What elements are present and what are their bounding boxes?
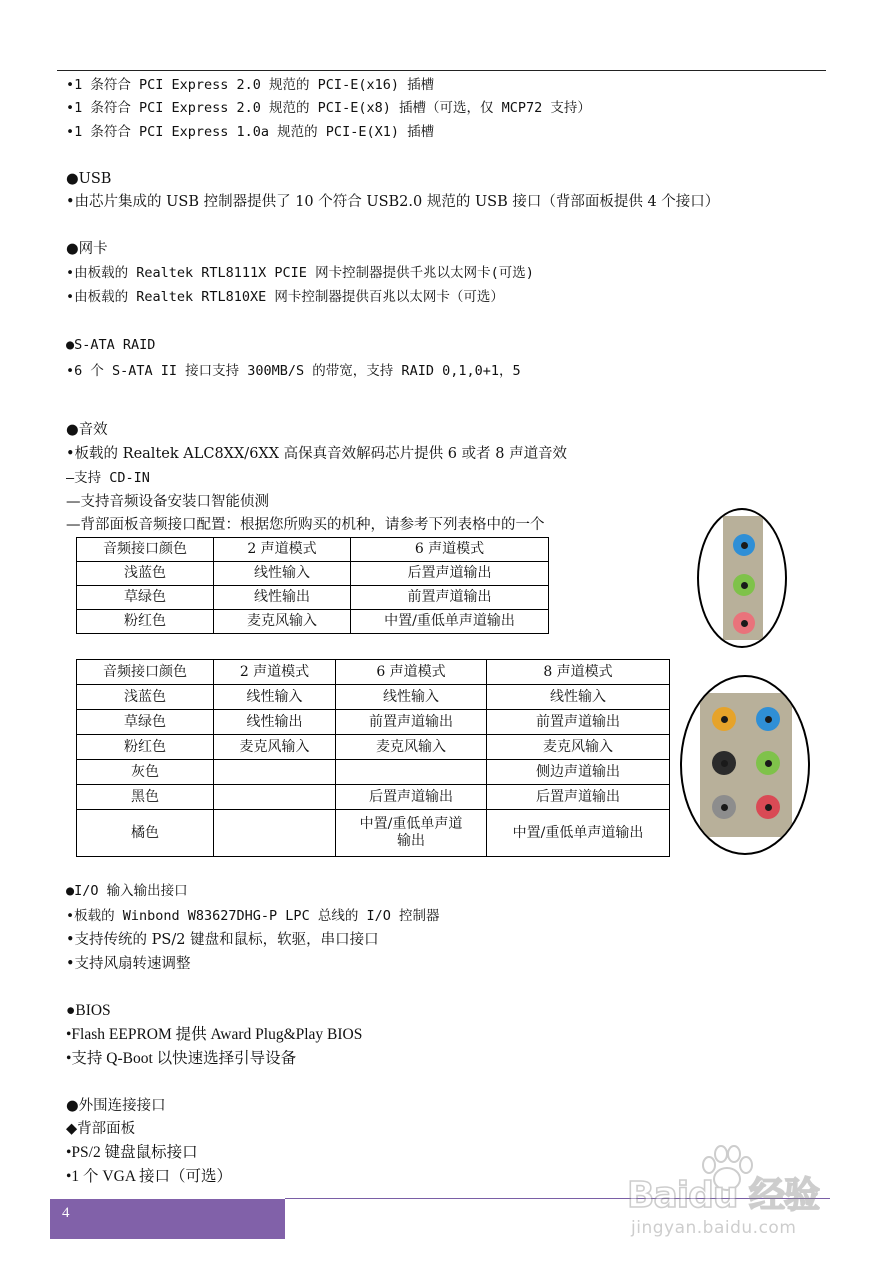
table-cell: 后置声道输出 [351,562,549,586]
table-row [77,785,670,810]
header-rule [57,70,826,71]
jack-blue [733,534,755,556]
lan-heading: ●网卡 [66,241,108,257]
sata-heading: ●S-ATA RAID [66,337,156,353]
table-cell: 草绿色 [77,586,214,610]
audio-line-1: •板载的 Realtek ALC8XX/6XX 高保真音效解码芯片提供 6 或者 8 声道音效 [66,446,568,462]
table-cell: 粉红色 [77,735,214,760]
table-cell: 线性输出 [214,710,336,735]
io-line-3: •支持风扇转速调整 [66,956,191,972]
bios-line-1: •Flash EEPROM 提供 Award Plug&Play BIOS [66,1026,363,1043]
table-cell: 中置/重低单声道 输出 [336,810,487,857]
jack-panel [700,693,792,837]
jack-blue [756,707,780,731]
table-cell: 灰色 [77,760,214,785]
table-cell [214,760,336,785]
table-header: 6 声道模式 [351,538,549,562]
pci-line-1: •1 条符合 PCI Express 2.0 规范的 PCI-E(x16) 插槽 [66,77,435,93]
table-cell: 麦克风输入 [214,735,336,760]
ext-line-2: •1 个 VGA 接口（可选） [66,1168,233,1185]
table-row [77,710,670,735]
usb-heading: ●USB [66,171,112,187]
table-cell: 麦克风输入 [487,735,670,760]
jack-red [756,795,780,819]
audio-table-8ch [76,659,670,857]
table-cell: 麦克风输入 [336,735,487,760]
jack-green [756,751,780,775]
lan-line-2: •由板载的 Realtek RTL810XE 网卡控制器提供百兆以太网卡（可选） [66,289,504,305]
audio-line-2: —支持 CD-IN [66,470,150,486]
table-cell: 粉红色 [77,610,214,634]
table-cell: 线性输入 [214,562,351,586]
page-number-box [50,1199,285,1239]
jack-black [712,751,736,775]
table-header: 2 声道模式 [214,660,336,685]
table-cell: 黑色 [77,785,214,810]
table-row [77,810,670,857]
watermark-site: jingyan.baidu.com [631,1218,797,1238]
table-cell: 麦克风输入 [214,610,351,634]
audio-line-4: —背部面板音频接口配置：根据您所购买的机种，请参考下列表格中的一个 [66,517,545,533]
table-cell: 草绿色 [77,710,214,735]
audio-line-3: —支持音频设备安装口智能侦测 [66,494,269,510]
ext-line-1: •PS/2 键盘鼠标接口 [66,1144,198,1161]
table-header: 8 声道模式 [487,660,670,685]
table-row [77,586,549,610]
pci-line-3: •1 条符合 PCI Express 1.0a 规范的 PCI-E(X1) 插槽 [66,124,435,140]
jack-panel [723,516,763,640]
table-cell: 后置声道输出 [487,785,670,810]
audio-table-6ch [76,537,549,634]
pci-line-2: •1 条符合 PCI Express 2.0 规范的 PCI-E(x8) 插槽（可选，仅 MCP72 支持） [66,100,591,116]
baidu-watermark [625,1145,840,1250]
table-cell: 线性输入 [487,685,670,710]
table-cell [336,760,487,785]
sata-line-1: •6 个 S-ATA II 接口支持 300MB/S 的带宽，支持 RAID 0,1,0+1，5 [66,363,521,379]
table-cell: 线性输出 [214,586,351,610]
table-cell: 浅蓝色 [77,562,214,586]
jack-green [733,574,755,596]
table-row [77,562,549,586]
table-header: 6 声道模式 [336,660,487,685]
table-cell: 橘色 [77,810,214,857]
table-cell [214,810,336,857]
table-cell: 前置声道输出 [487,710,670,735]
jack-pink [733,612,755,634]
io-heading: ●I/O 输入输出接口 [66,883,188,899]
audio-heading: ●音效 [66,422,108,438]
ext-subheading: ◆背部面板 [66,1121,136,1137]
ext-heading: ●外围连接接口 [66,1098,166,1114]
bios-line-2: •支持 Q-Boot 以快速选择引导设备 [66,1050,297,1067]
usb-line-1: •由芯片集成的 USB 控制器提供了 10 个符合 USB2.0 规范的 USB 接口（背部面板提供 4 个接口） [66,194,720,210]
table-cell: 前置声道输出 [336,710,487,735]
table-row [77,610,549,634]
table-cell [214,785,336,810]
table-header: 2 声道模式 [214,538,351,562]
jack-gray [712,795,736,819]
table-cell: 后置声道输出 [336,785,487,810]
table-row [77,760,670,785]
lan-line-1: •由板载的 Realtek RTL8111X PCIE 网卡控制器提供千兆以太网卡(可选) [66,265,534,281]
table-cell: 中置/重低单声道输出 [351,610,549,634]
table-header: 音频接口颜色 [77,660,214,685]
bios-heading: ●BIOS [66,1002,111,1019]
audio-panel-3jack-photo [697,508,787,648]
page-number: 4 [62,1205,70,1221]
audio-panel-6jack-photo [680,675,810,855]
table-cell: 前置声道输出 [351,586,549,610]
table-cell: 线性输入 [336,685,487,710]
io-line-1: •板载的 Winbond W83627DHG-P LPC 总线的 I/O 控制器 [66,908,440,924]
table-header: 音频接口颜色 [77,538,214,562]
table-cell: 浅蓝色 [77,685,214,710]
jack-orange [712,707,736,731]
table-cell: 侧边声道输出 [487,760,670,785]
table-cell: 线性输入 [214,685,336,710]
watermark-logo: Baidu 经验 [627,1175,820,1216]
io-line-2: •支持传统的 PS/2 键盘和鼠标，软驱，串口接口 [66,932,379,948]
table-row [77,735,670,760]
table-cell: 中置/重低单声道输出 [487,810,670,857]
table-row [77,685,670,710]
